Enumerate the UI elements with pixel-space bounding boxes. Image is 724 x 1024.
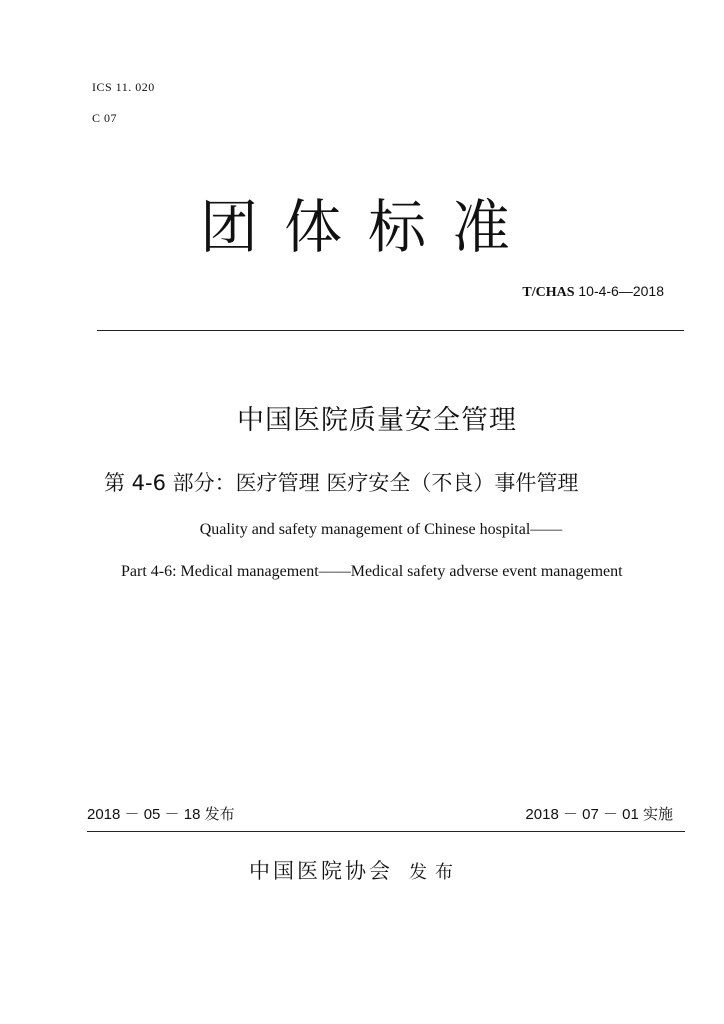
category-title: 团体标准 [200,193,537,261]
standard-number-value: 10-4-6—2018 [574,283,664,299]
bottom-divider [87,831,685,832]
issuer-verb: 发布 [409,862,461,883]
standard-prefix: T/CHAS [522,285,575,300]
sub-title: 第 4-6 部分：医疗管理 医疗安全（不良）事件管理 [104,471,579,495]
publish-date: 2018 － 05 － 18 发布 [87,806,235,823]
effective-date: 2018 － 07 － 01 实施 [525,806,673,823]
standard-number [522,283,664,301]
english-title-line1: Quality and safety management of Chinese hospital—— [199,521,563,538]
ics-code: ICS 11. 020 [92,80,155,94]
main-title: 中国医院质量安全管理 [237,405,517,436]
ccs-code: C 07 [92,111,118,125]
top-divider [97,330,684,331]
issuer-name: 中国医院协会 [249,859,393,883]
english-title-line2: Part 4-6: Medical management——Medical safety adverse event management [121,563,623,580]
issuer [249,855,461,885]
